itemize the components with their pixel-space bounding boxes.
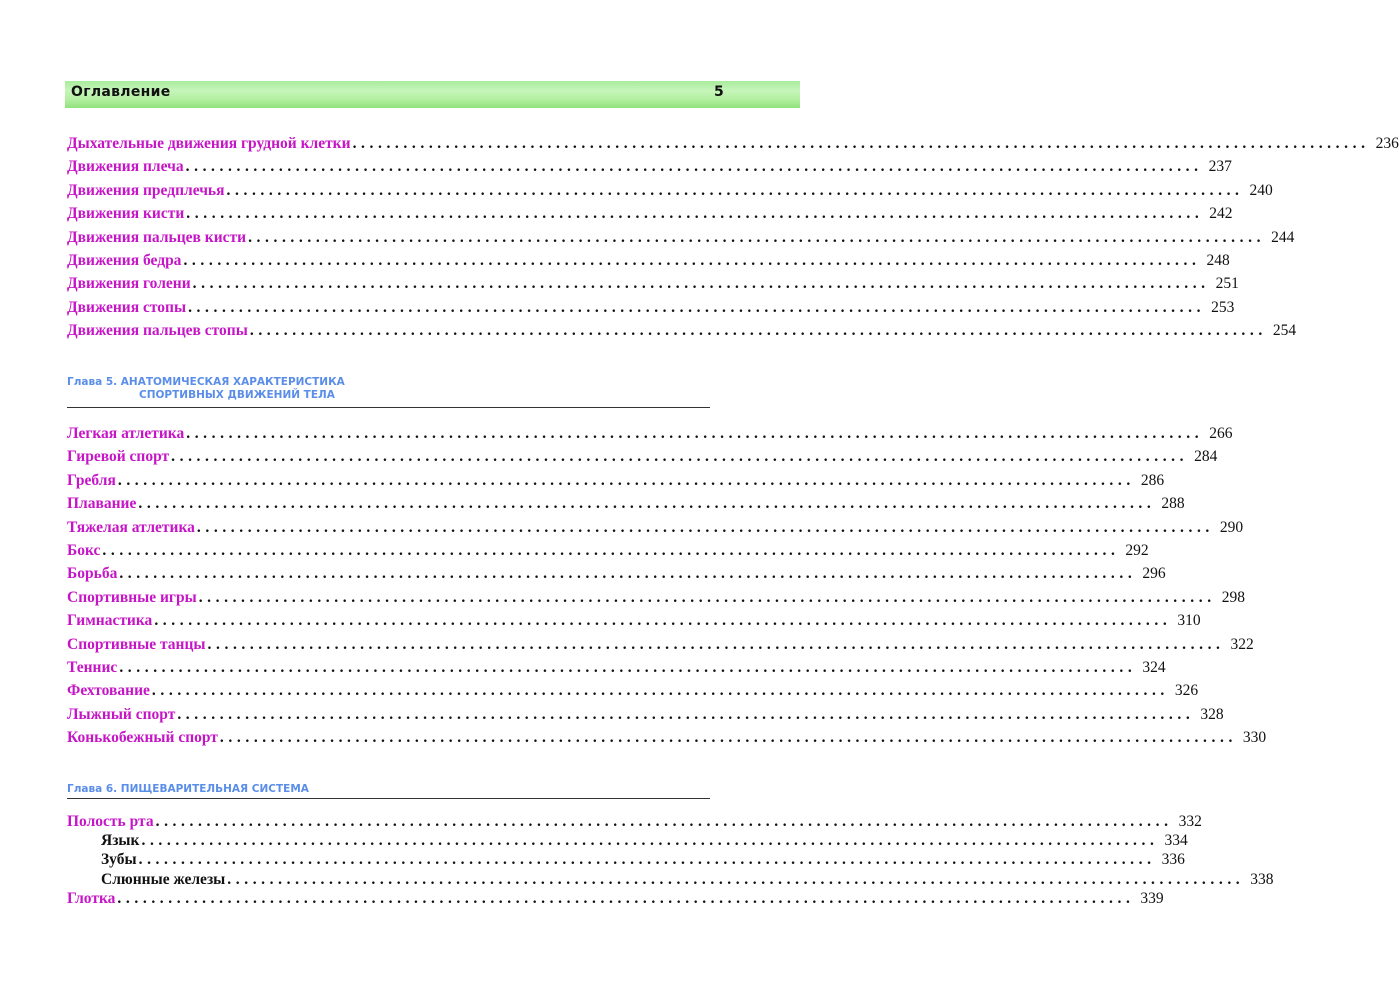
toc-entry-title: Фехтование <box>67 682 150 700</box>
toc-entry[interactable] <box>67 155 1232 178</box>
toc-entry[interactable] <box>67 249 1230 272</box>
toc-entry-title: Борьба <box>67 565 118 583</box>
toc-entry-title: Движения пальцев кисти <box>67 228 247 246</box>
toc-entry-title: Глотка <box>67 889 116 907</box>
dot-leader: ........................................................................................................................ <box>119 658 1137 676</box>
toc-entry[interactable] <box>67 272 1239 295</box>
toc-entry-title: Полость рта <box>67 813 154 830</box>
toc-entry-title: Зубы <box>101 851 137 869</box>
toc-entry-title: Гребля <box>67 471 116 489</box>
toc-entry[interactable] <box>67 226 1295 249</box>
dot-leader: ........................................................................................................................ <box>186 205 1204 223</box>
dot-leader: ........................................................................................................................ <box>248 228 1266 246</box>
toc-entry-page: 322 <box>1230 635 1254 653</box>
toc-entry-page: 248 <box>1206 251 1230 269</box>
toc-entry-title: Дыхательные движения грудной клетки <box>67 135 351 152</box>
toc-entry-title: Плавание <box>67 495 137 513</box>
dot-leader: ........................................................................................................................ <box>226 181 1244 199</box>
toc-entry-page: 254 <box>1272 322 1297 340</box>
dot-leader: ........................................................................................................................ <box>141 832 1159 850</box>
toc-subentry[interactable] <box>67 850 1185 869</box>
toc-entry-page: 339 <box>1140 889 1164 907</box>
toc-entry-page: 284 <box>1194 448 1218 466</box>
toc-entry[interactable] <box>67 202 1233 225</box>
page-header-title: Оглавление <box>71 84 171 100</box>
dot-leader: ........................................................................................................................ <box>352 135 1370 152</box>
toc-entry-title: Движения плеча <box>67 158 184 176</box>
dot-leader: ........................................................................................................................ <box>188 298 1206 316</box>
dot-leader: ........................................................................................................................ <box>155 813 1173 830</box>
toc-entry-title: Движения кисти <box>67 205 185 223</box>
toc-entry[interactable] <box>67 539 1149 562</box>
toc-entry-page: 242 <box>1209 205 1233 223</box>
toc-entry[interactable] <box>67 179 1273 202</box>
toc-entry[interactable] <box>67 469 1165 492</box>
toc-entry-title: Слюнные железы <box>101 870 226 888</box>
chapter-5-rule <box>67 407 710 408</box>
toc-entry-page: 334 <box>1164 832 1188 850</box>
toc-entry-page: 336 <box>1161 851 1185 869</box>
toc-entry-page: 292 <box>1125 541 1149 559</box>
toc-entry-title: Бокс <box>67 541 101 559</box>
chapter-5-title-line1: Глава 5. АНАТОМИЧЕСКАЯ ХАРАКТЕРИСТИКА <box>67 376 345 388</box>
toc-entry-title: Гимнастика <box>67 612 153 630</box>
toc-entry-page: 310 <box>1177 612 1201 630</box>
toc-entry-page: 251 <box>1215 275 1239 293</box>
toc-entry-page: 326 <box>1174 682 1199 700</box>
page-number: 5 <box>714 84 724 100</box>
dot-leader: ........................................................................................................................ <box>177 705 1195 723</box>
toc-entry-page: 298 <box>1221 588 1245 606</box>
toc-entry-page: 324 <box>1142 658 1166 676</box>
dot-leader: ........................................................................................................................ <box>249 322 1267 340</box>
chapter-5-title-line2: СПОРТИВНЫХ ДВИЖЕНИЙ ТЕЛА <box>139 389 335 401</box>
toc-entry-title: Язык <box>101 832 140 850</box>
toc-entry-title: Конькобежный спорт <box>67 729 218 747</box>
toc-entry[interactable] <box>67 812 1202 831</box>
dot-leader: ........................................................................................................................ <box>207 635 1225 653</box>
toc-entry-title: Спортивные игры <box>67 588 197 606</box>
toc-entry-title: Движения пальцев стопы <box>67 322 248 340</box>
toc-entry-title: Гиревой спорт <box>67 448 170 466</box>
toc-entry-title: Теннис <box>67 658 118 676</box>
toc-entry[interactable] <box>67 445 1218 468</box>
toc-entry[interactable] <box>67 132 1399 155</box>
header-bar <box>65 81 800 108</box>
toc-entry-title: Легкая атлетика <box>67 425 185 442</box>
dot-leader: ........................................................................................................................ <box>198 588 1216 606</box>
toc-section-continued <box>67 132 1399 343</box>
toc-entry-page: 330 <box>1242 729 1267 747</box>
chapter-6-title: Глава 6. ПИЩЕВАРИТЕЛЬНАЯ СИСТЕМА <box>67 783 309 795</box>
toc-entry-title: Движения бедра <box>67 251 182 269</box>
toc-entry-page: 253 <box>1211 298 1235 316</box>
chapter-5-heading[interactable] <box>67 376 345 402</box>
toc-entry-page: 332 <box>1178 813 1202 830</box>
toc-entry-page: 266 <box>1209 425 1233 442</box>
toc-entry-title: Тяжелая атлетика <box>67 518 195 536</box>
toc-entry-title: Лыжный спорт <box>67 705 176 723</box>
toc-entry-page: 244 <box>1271 228 1295 246</box>
toc-entry-title: Движения стопы <box>67 298 187 316</box>
toc-entry[interactable] <box>67 656 1166 679</box>
toc-entry-page: 240 <box>1249 181 1273 199</box>
toc-entry[interactable] <box>67 703 1224 726</box>
toc-entry[interactable] <box>67 516 1244 539</box>
toc-entry[interactable] <box>67 319 1297 342</box>
dot-leader: ........................................................................................................................ <box>119 565 1137 583</box>
dot-leader: ........................................................................................................................ <box>227 870 1245 888</box>
dot-leader: ........................................................................................................................ <box>138 851 1156 869</box>
dot-leader: ........................................................................................................................ <box>154 612 1172 630</box>
dot-leader: ........................................................................................................................ <box>151 682 1169 700</box>
toc-entry[interactable] <box>67 422 1233 445</box>
toc-entry-page: 236 <box>1375 135 1399 152</box>
toc-entry-page: 237 <box>1208 158 1232 176</box>
dot-leader: ........................................................................................................................ <box>138 495 1156 513</box>
dot-leader: ........................................................................................................................ <box>102 541 1120 559</box>
toc-subentry[interactable] <box>67 831 1188 850</box>
toc-entry-title: Движения предплечья <box>67 181 225 199</box>
dot-leader: ........................................................................................................................ <box>186 425 1204 442</box>
toc-subentry[interactable] <box>67 870 1274 889</box>
toc-entry-title: Движения голени <box>67 275 191 293</box>
toc-entry[interactable] <box>67 562 1166 585</box>
toc-chapter-6-list <box>67 812 1274 908</box>
chapter-6-heading[interactable] <box>67 783 309 796</box>
toc-chapter-5-list <box>67 422 1267 749</box>
dot-leader: ........................................................................................................................ <box>196 518 1214 536</box>
chapter-6-rule <box>67 798 710 799</box>
toc-entry-page: 338 <box>1250 870 1274 888</box>
toc-entry-page: 296 <box>1142 565 1166 583</box>
dot-leader: ........................................................................................................................ <box>192 275 1210 293</box>
dot-leader: ........................................................................................................................ <box>117 471 1135 489</box>
toc-entry[interactable] <box>67 609 1201 632</box>
toc-entry-page: 328 <box>1200 705 1224 723</box>
toc-entry-title: Спортивные танцы <box>67 635 206 653</box>
toc-entry[interactable] <box>67 889 1164 908</box>
toc-entry-page: 288 <box>1161 495 1185 513</box>
toc-entry[interactable] <box>67 492 1185 515</box>
toc-entry-page: 286 <box>1140 471 1165 489</box>
toc-entry[interactable] <box>67 679 1199 702</box>
toc-entry[interactable] <box>67 633 1254 656</box>
dot-leader: ........................................................................................................................ <box>183 251 1201 269</box>
dot-leader: ........................................................................................................................ <box>117 889 1135 907</box>
dot-leader: ........................................................................................................................ <box>219 729 1237 747</box>
toc-entry[interactable] <box>67 726 1267 749</box>
dot-leader: ........................................................................................................................ <box>171 448 1189 466</box>
dot-leader: ........................................................................................................................ <box>185 158 1203 176</box>
toc-entry[interactable] <box>67 296 1235 319</box>
toc-entry[interactable] <box>67 586 1245 609</box>
toc-entry-page: 290 <box>1219 518 1244 536</box>
